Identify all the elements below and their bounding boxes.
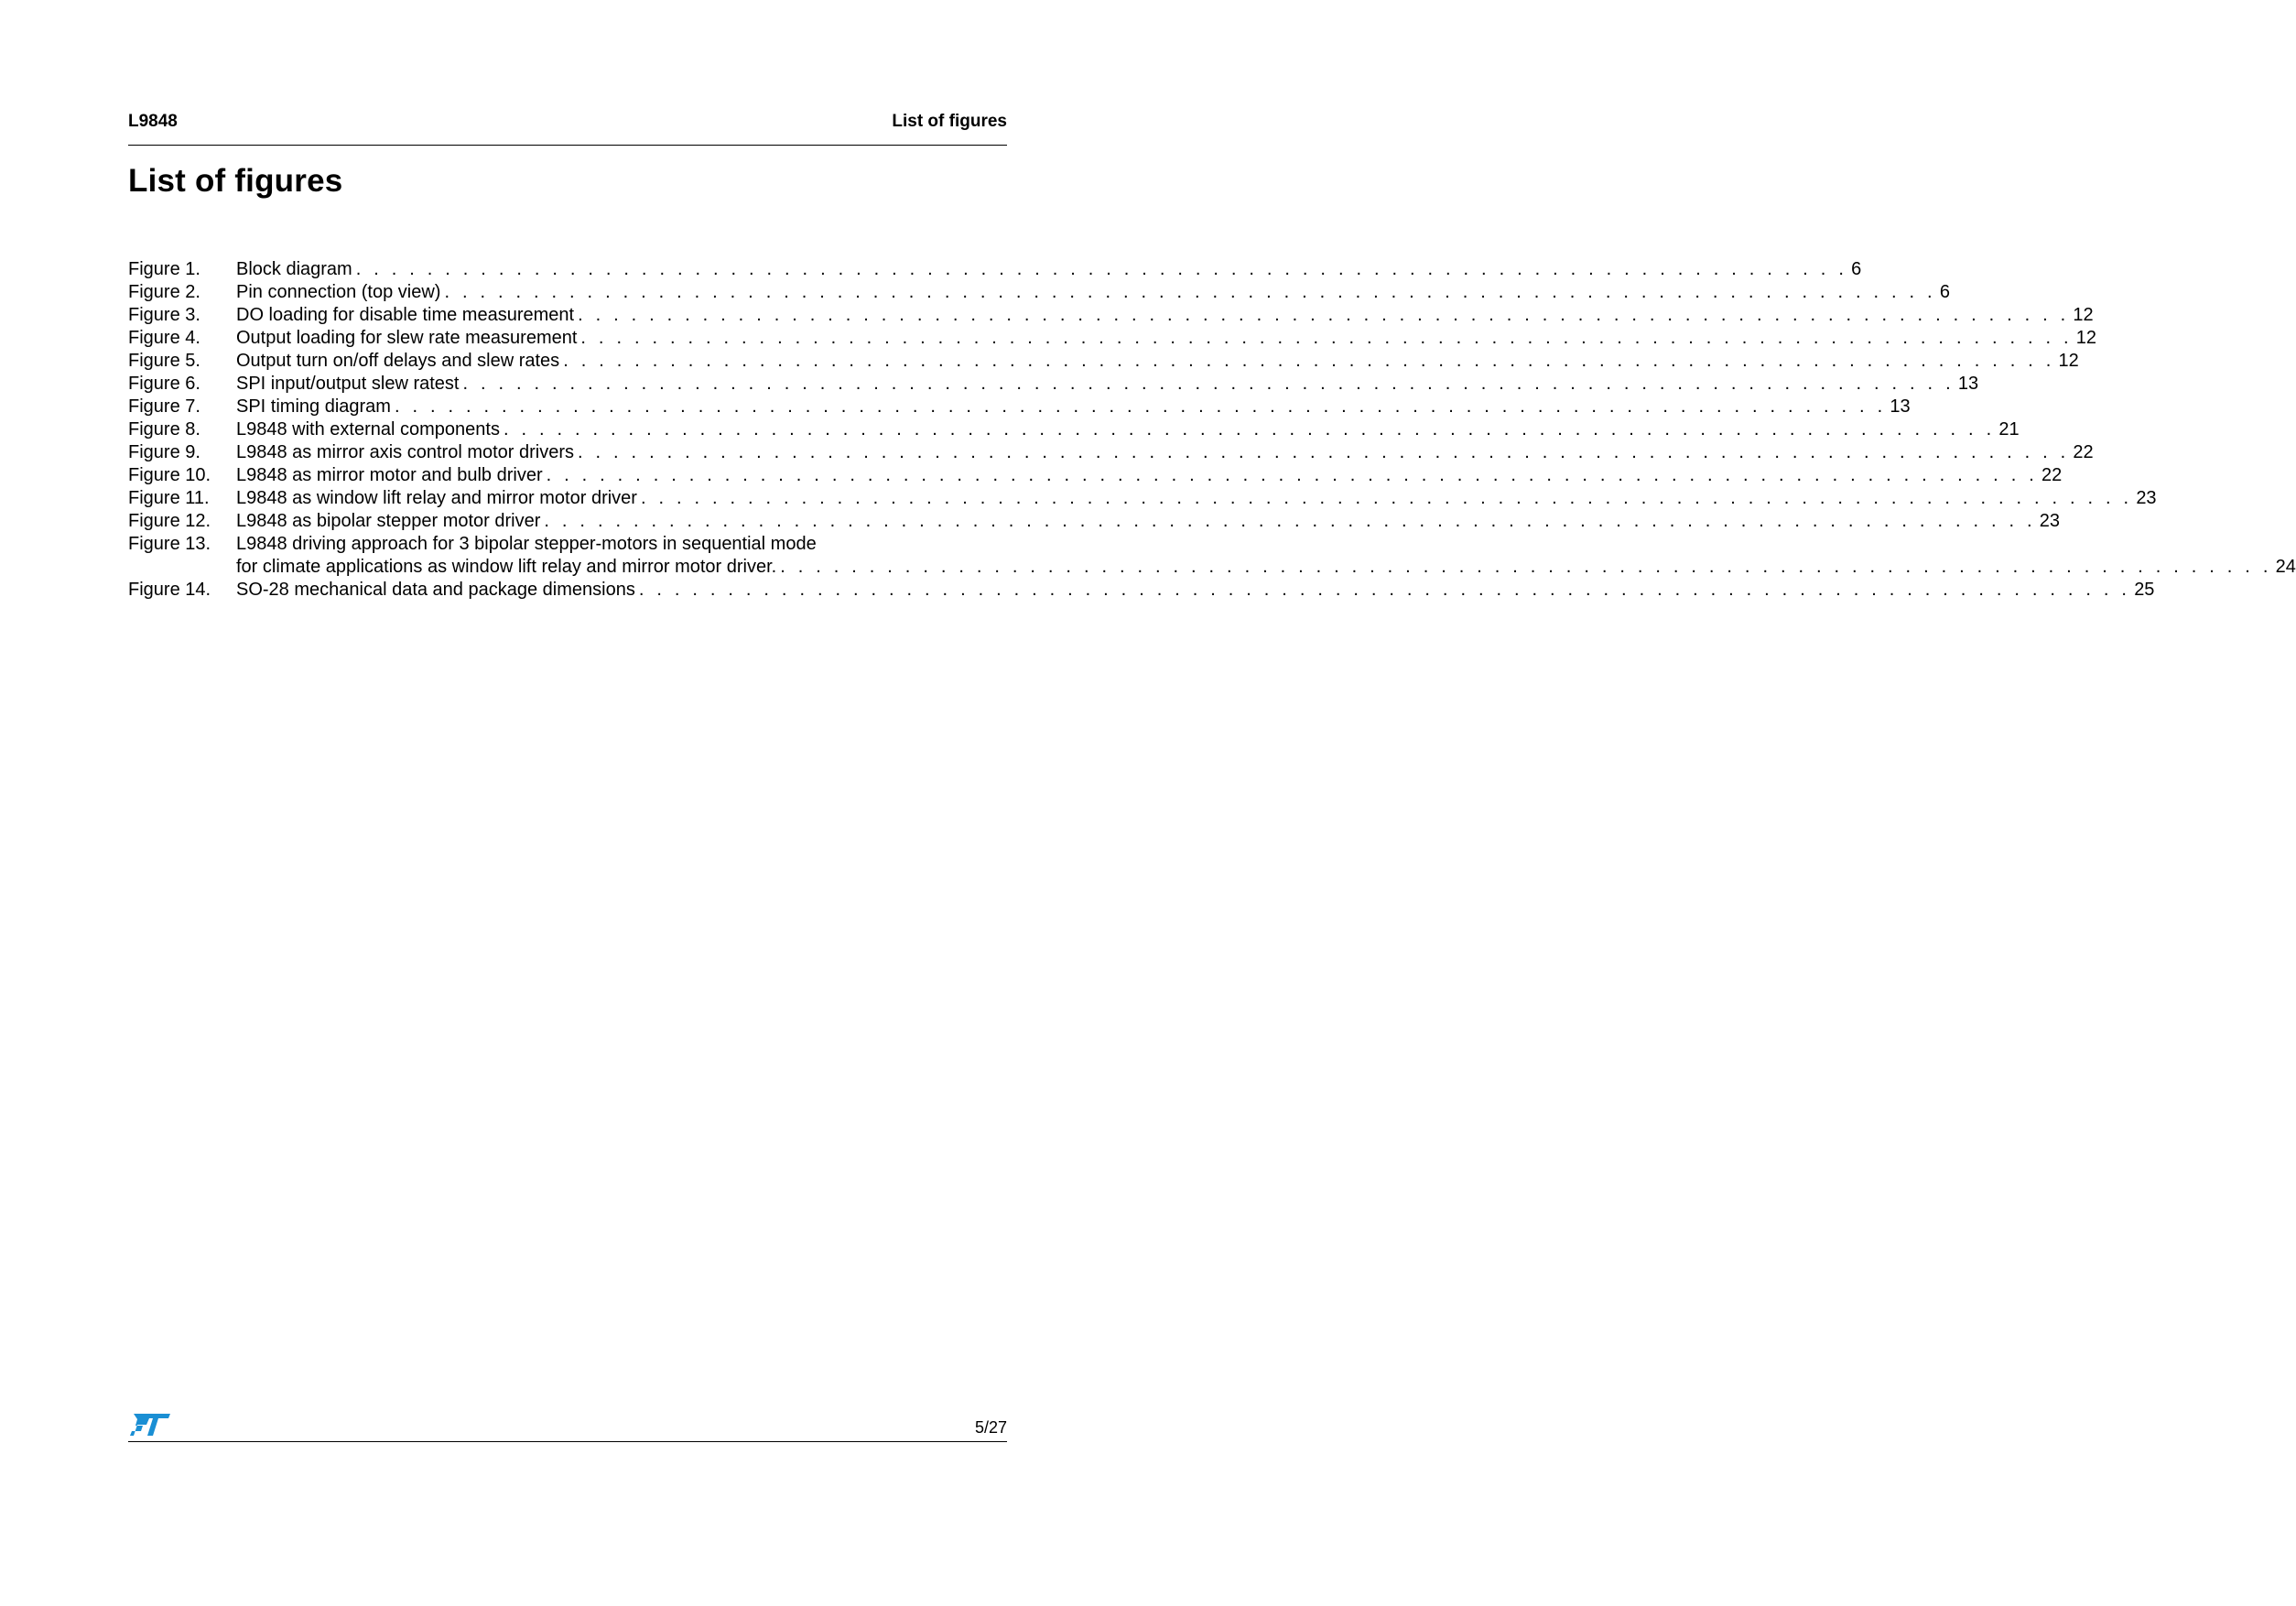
page-header <box>128 108 1007 146</box>
dot-leader: . . . . . . . . . . . . . . . . . . . . . . . . . . . . . . . . . . . . . . . . . . . . . . . . . . . . . . . . . . . . . . . . . . . . . . . . . . . . . . . . . . . . <box>544 511 2036 531</box>
dot-leader: . . . . . . . . . . . . . . . . . . . . . . . . . . . . . . . . . . . . . . . . . . . . . . . . . . . . . . . . . . . . . . . . . . . . . . . . . . . . . . . . . . . . <box>355 259 1848 279</box>
figure-title: SPI timing diagram <box>236 396 391 417</box>
page-ref: 12 <box>2075 328 2097 348</box>
figure-number: Figure 2. <box>128 282 200 302</box>
figure-title: Block diagram <box>236 259 352 279</box>
page-ref: 13 <box>1957 374 1979 394</box>
page-number: 5/27 <box>974 1418 1007 1437</box>
figure-title: SO-28 mechanical data and package dimensions <box>236 580 635 600</box>
toc-entry[interactable] <box>128 441 2094 464</box>
page-ref: 21 <box>1998 419 2020 439</box>
figure-number: Figure 6. <box>128 374 200 394</box>
toc-entry[interactable] <box>128 281 1950 304</box>
figure-title: DO loading for disable time measurement <box>236 305 575 325</box>
dot-leader: . . . . . . . . . . . . . . . . . . . . . . . . . . . . . . . . . . . . . . . . . . . . . . . . . . . . . . . . . . . . . . . . . . . . . . . . . . . . . . . . . . . . <box>640 488 2133 508</box>
list-of-figures <box>128 258 2296 602</box>
toc-entry[interactable] <box>128 579 2155 602</box>
figure-number: Figure 4. <box>128 328 200 348</box>
toc-entry[interactable] <box>128 304 2094 327</box>
figure-number: Figure 10. <box>128 465 211 485</box>
page-ref: 23 <box>2136 488 2157 508</box>
figure-title: L9848 as mirror axis control motor drivers <box>236 442 575 462</box>
page-ref: 6 <box>1939 282 1950 302</box>
dot-leader: . . . . . . . . . . . . . . . . . . . . . . . . . . . . . . . . . . . . . . . . . . . . . . . . . . . . . . . . . . . . . . . . . . . . . . . . . . . . . . . . . . . . <box>503 419 1996 439</box>
figure-title: L9848 driving approach for 3 bipolar stepper-motors in sequential mode <box>236 534 817 554</box>
toc-entry[interactable] <box>128 418 2020 441</box>
dot-leader: . . . . . . . . . . . . . . . . . . . . . . . . . . . . . . . . . . . . . . . . . . . . . . . . . . . . . . . . . . . . . . . . . . . . . . . . . . . . . . . . . . . . <box>638 580 2131 600</box>
dot-leader: . . . . . . . . . . . . . . . . . . . . . . . . . . . . . . . . . . . . . . . . . . . . . . . . . . . . . . . . . . . . . . . . . . . . . . . . . . . . . . . . . . . . <box>444 282 1936 302</box>
toc-entry[interactable] <box>128 510 2061 533</box>
figure-title: L9848 with external components <box>236 419 500 439</box>
figure-number: Figure 11. <box>128 488 210 508</box>
page-ref: 23 <box>2039 511 2061 531</box>
figure-number: Figure 9. <box>128 442 200 462</box>
page-title: List of figures <box>128 163 343 199</box>
dot-leader: . . . . . . . . . . . . . . . . . . . . . . . . . . . . . . . . . . . . . . . . . . . . . . . . . . . . . . . . . . . . . . . . . . . . . . . . . . . . . . . . . . . . <box>780 557 2272 577</box>
dot-leader: . . . . . . . . . . . . . . . . . . . . . . . . . . . . . . . . . . . . . . . . . . . . . . . . . . . . . . . . . . . . . . . . . . . . . . . . . . . . . . . . . . . . <box>462 374 1955 394</box>
header-section: List of figures <box>892 112 1007 131</box>
page-ref: 22 <box>2073 442 2094 462</box>
figure-title-continued: for climate applications as window lift relay and mirror motor driver. <box>236 557 777 577</box>
toc-entry[interactable] <box>128 350 2079 373</box>
figure-title: Pin connection (top view) <box>236 282 441 302</box>
toc-entry[interactable] <box>128 327 2097 350</box>
page-ref: 25 <box>2134 580 2155 600</box>
page-ref: 13 <box>1890 396 1911 417</box>
figure-title: L9848 as mirror motor and bulb driver <box>236 465 543 485</box>
figure-number: Figure 13. <box>128 534 211 554</box>
toc-entry[interactable] <box>128 487 2157 510</box>
page-ref: 12 <box>2058 351 2079 371</box>
dot-leader: . . . . . . . . . . . . . . . . . . . . . . . . . . . . . . . . . . . . . . . . . . . . . . . . . . . . . . . . . . . . . . . . . . . . . . . . . . . . . . . . . . . . <box>578 305 2070 325</box>
dot-leader: . . . . . . . . . . . . . . . . . . . . . . . . . . . . . . . . . . . . . . . . . . . . . . . . . . . . . . . . . . . . . . . . . . . . . . . . . . . . . . . . . . . . <box>563 351 2055 371</box>
figure-number: Figure 8. <box>128 419 200 439</box>
figure-title: Output turn on/off delays and slew rates <box>236 351 560 371</box>
page-ref: 12 <box>2073 305 2094 325</box>
page-ref: 22 <box>2041 465 2063 485</box>
dot-leader: . . . . . . . . . . . . . . . . . . . . . . . . . . . . . . . . . . . . . . . . . . . . . . . . . . . . . . . . . . . . . . . . . . . . . . . . . . . . . . . . . . . . <box>546 465 2038 485</box>
figure-number: Figure 7. <box>128 396 200 417</box>
figure-number: Figure 1. <box>128 259 200 279</box>
figure-number: Figure 14. <box>128 580 211 600</box>
figure-number: Figure 5. <box>128 351 200 371</box>
dot-leader: . . . . . . . . . . . . . . . . . . . . . . . . . . . . . . . . . . . . . . . . . . . . . . . . . . . . . . . . . . . . . . . . . . . . . . . . . . . . . . . . . . . . <box>580 328 2073 348</box>
page-ref: 24 <box>2275 557 2296 577</box>
figure-title: L9848 as window lift relay and mirror motor driver <box>236 488 637 508</box>
figure-title: Output loading for slew rate measurement <box>236 328 578 348</box>
page-ref: 6 <box>1851 259 1862 279</box>
figure-number: Figure 3. <box>128 305 200 325</box>
header-doc-id: L9848 <box>128 112 178 131</box>
toc-entry[interactable] <box>128 464 2063 487</box>
toc-entry[interactable] <box>128 396 1911 418</box>
dot-leader: . . . . . . . . . . . . . . . . . . . . . . . . . . . . . . . . . . . . . . . . . . . . . . . . . . . . . . . . . . . . . . . . . . . . . . . . . . . . . . . . . . . . <box>394 396 1887 417</box>
figure-title: L9848 as bipolar stepper motor driver <box>236 511 541 531</box>
st-logo-icon <box>128 1410 172 1439</box>
figure-title: SPI input/output slew ratest <box>236 374 460 394</box>
footer-rule <box>128 1441 1007 1442</box>
dot-leader: . . . . . . . . . . . . . . . . . . . . . . . . . . . . . . . . . . . . . . . . . . . . . . . . . . . . . . . . . . . . . . . . . . . . . . . . . . . . . . . . . . . . <box>578 442 2070 462</box>
toc-entry[interactable] <box>128 258 1862 281</box>
figure-number: Figure 12. <box>128 511 211 531</box>
toc-entry[interactable] <box>128 373 1979 396</box>
toc-entry[interactable] <box>128 533 2296 579</box>
